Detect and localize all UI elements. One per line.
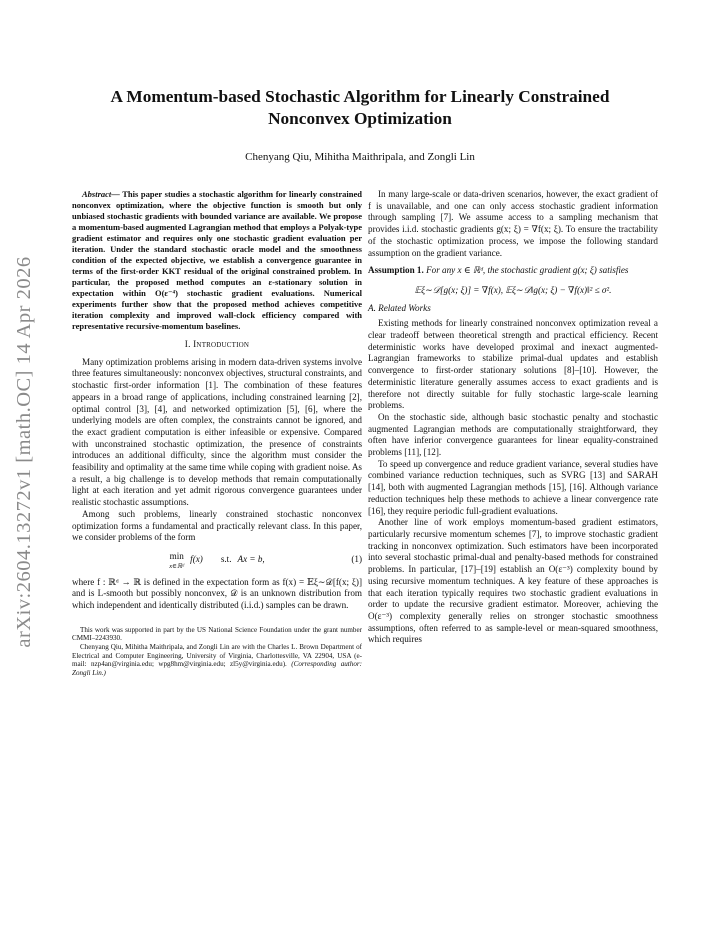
assumption-1-body: For any x ∈ ℝᵈ, the stochastic gradient g(x; ξ) satisfies: [426, 265, 629, 276]
eq1-min-subscript: x∈ℝᵈ: [169, 562, 185, 570]
section-heading-introduction: I. Introduction: [184, 340, 250, 350]
eq1-min-operator: [169, 551, 184, 570]
arxiv-sidebar-stamp: arXiv:2604.13272v1 [math.OC] 14 Apr 2026: [13, 256, 35, 648]
assumption-1-heading: Assumption 1.: [368, 265, 424, 276]
equation-1: [72, 551, 362, 570]
subsection-heading-related-works: A. Related Works: [368, 302, 431, 313]
footnote-corresponding-author: (Corresponding author: Zongli Lin.): [72, 660, 362, 677]
footnote-affiliations: [72, 643, 362, 677]
footnote-affiliations-text: Chenyang Qiu, Mihitha Maithripala, and Zongli Lin are with the Charles L. Brown Department of Electrical and Computer Engineering, University of Virginia, Charlottesville, VA 22904, USA (e-mail: nzp4an@virginia.edu; wpg8hm@virginia.edu; zl5y@virginia.edu).: [72, 642, 362, 669]
right-column: [368, 189, 658, 646]
intro-paragraph-2: Among such problems, linearly constrained stochastic nonconvex optimization forms a fundamental and practically relevant class. In this paper, we consider problems of the form: [72, 508, 362, 543]
footnote-funding: This work was supported in part by the US National Science Foundation under the grant number CMMI–2243930.: [72, 625, 362, 643]
assumption-1: [368, 265, 658, 277]
eq1-constraint: Ax = b,: [237, 554, 265, 565]
abstract-text: — This paper studies a stochastic algorithm for linearly constrained nonconvex optimization, where the objective function is smooth but only unbiased stochastic gradients with bounded variance are available. We propose a momentum-based augmented Lagrangian method that employs a Polyak-type gradient estimator and requires only one stochastic gradient evaluation per iteration. Under the standard stochastic oracle model and the smoothness condition of the expected objective, we establish a convergence guarantee in terms of the first-order KKT residual of the original constrained problem. In particular, the proposed method computes an ε-stationary solution in expectation within O(ε⁻⁴) stochastic gradient evaluations. Numerical experiments further show that the proposed method achieves competitive iteration complexity and improved wall-clock efficiency compared with representative recursive-momentum baselines.: [72, 189, 362, 331]
intro-paragraph-3: where f : ℝᵈ → ℝ is defined in the expectation form as f(x) = 𝔼ξ∼𝒟[f(x; ξ)] and is L-smooth but possibly nonconvex, 𝒟 is an unknown distribution from which independent and identically distributed (i.i.d.) samples can be drawn.: [72, 576, 362, 611]
paper-authors: Chenyang Qiu, Mihitha Maithripala, and Zongli Lin: [245, 151, 475, 163]
related-works-paragraph-4: Another line of work employs momentum-based gradient estimators, particularly recursive momentum schemes [7], to improve stochastic gradient tracking in nonconvex optimization. Such estimators have been incorporated into several stochastic primal-dual and penalty-based methods for constrained problems. In particular, [17]–[19] establish an O(ε⁻³) complexity bound by using recursive momentum techniques. A key feature of these approaches is that each iteration typically requires two stochastic gradient evaluations in order to update the recursive gradient estimator. Moreover, achieving the O(ε⁻³) complexity generally relies on stronger stochastic smoothness assumptions, often referred to as sample-level or mean-squared smoothness, which requires: [368, 517, 658, 645]
eq1-objective: f(x): [190, 554, 203, 565]
abstract: [72, 189, 362, 332]
eq1-min: min: [169, 550, 184, 561]
related-works-paragraph-3: To speed up convergence and reduce gradient variance, several studies have combined variance reduction techniques, such as SVRG [13] and SARAH [14], both with augmented Lagrangian methods [15], [16]. Although variance reduction techniques help these methods to achieve a linear convergence rate [16], they require periodic full-gradient evaluations.: [368, 458, 658, 516]
eq1-subject-to: s.t.: [220, 554, 232, 565]
left-column: [72, 189, 362, 677]
related-works-paragraph-1: Existing methods for linearly constrained nonconvex optimization reveal a clear tradeoff between theoretical strength and practical efficiency. Recent deterministic works have developed proximal and inexact augmented-Lagrangian frameworks to stabilize primal-dual updates and establish convergence to first-order stationary solutions [8]–[10]. However, the deterministic literature generally assumes access to exact gradients and is therefore not directly suitable for fully stochastic large-scale learning problems.: [368, 318, 658, 411]
abstract-label: Abstract: [82, 189, 112, 199]
eq1-number: (1): [351, 554, 362, 565]
paper-title: A Momentum-based Stochastic Algorithm for Linearly Constrained Nonconvex Optimization: [110, 87, 610, 128]
intro-paragraph-1: Many optimization problems arising in modern data-driven systems involve three features simultaneously: nonconvex objectives, structural constraints, and stochastic first-order information [1]. The combination of these features appears in a broad range of applications, including constrained learning [2], optimal control [3], [4], and networked optimization [5], [6], where the underlying models are often complex, the constraints cannot be ignored, and the exact gradient computation is either infeasible or expensive. Compared with unconstrained stochastic optimization, the presence of constraints introduces an additional difficulty, since the algorithm must consider the feasibility and optimality at the same time while coping with gradient noise. As a result, a big challenge is to develop methods that remain computationally light at each iteration and yet admit rigorous convergence guarantees under realistic stochastic assumptions.: [72, 356, 362, 508]
right-paragraph-1: In many large-scale or data-driven scenarios, however, the exact gradient of f is unavailable, and one can only access stochastic gradient information through sampling [7]. We assume access to a sampling mechanism that provides i.i.d. stochastic gradients g(x; ξ) = ∇f(x; ξ). To ensure the tractability of the stochastic optimization process, we impose the following standard assumption on the gradient variance.: [368, 189, 658, 258]
related-works-paragraph-2: On the stochastic side, although basic stochastic penalty and stochastic augmented Lagrangian methods are computationally straightforward, they often have inferior convergence guarantees for linear equality-constrained problems [11], [12].: [368, 411, 658, 458]
assumption-equation: 𝔼ξ∼𝒟[g(x; ξ)] = ∇f(x), 𝔼ξ∼𝒟‖g(x; ξ) − ∇f(x)‖² ≤ σ².: [414, 284, 612, 295]
